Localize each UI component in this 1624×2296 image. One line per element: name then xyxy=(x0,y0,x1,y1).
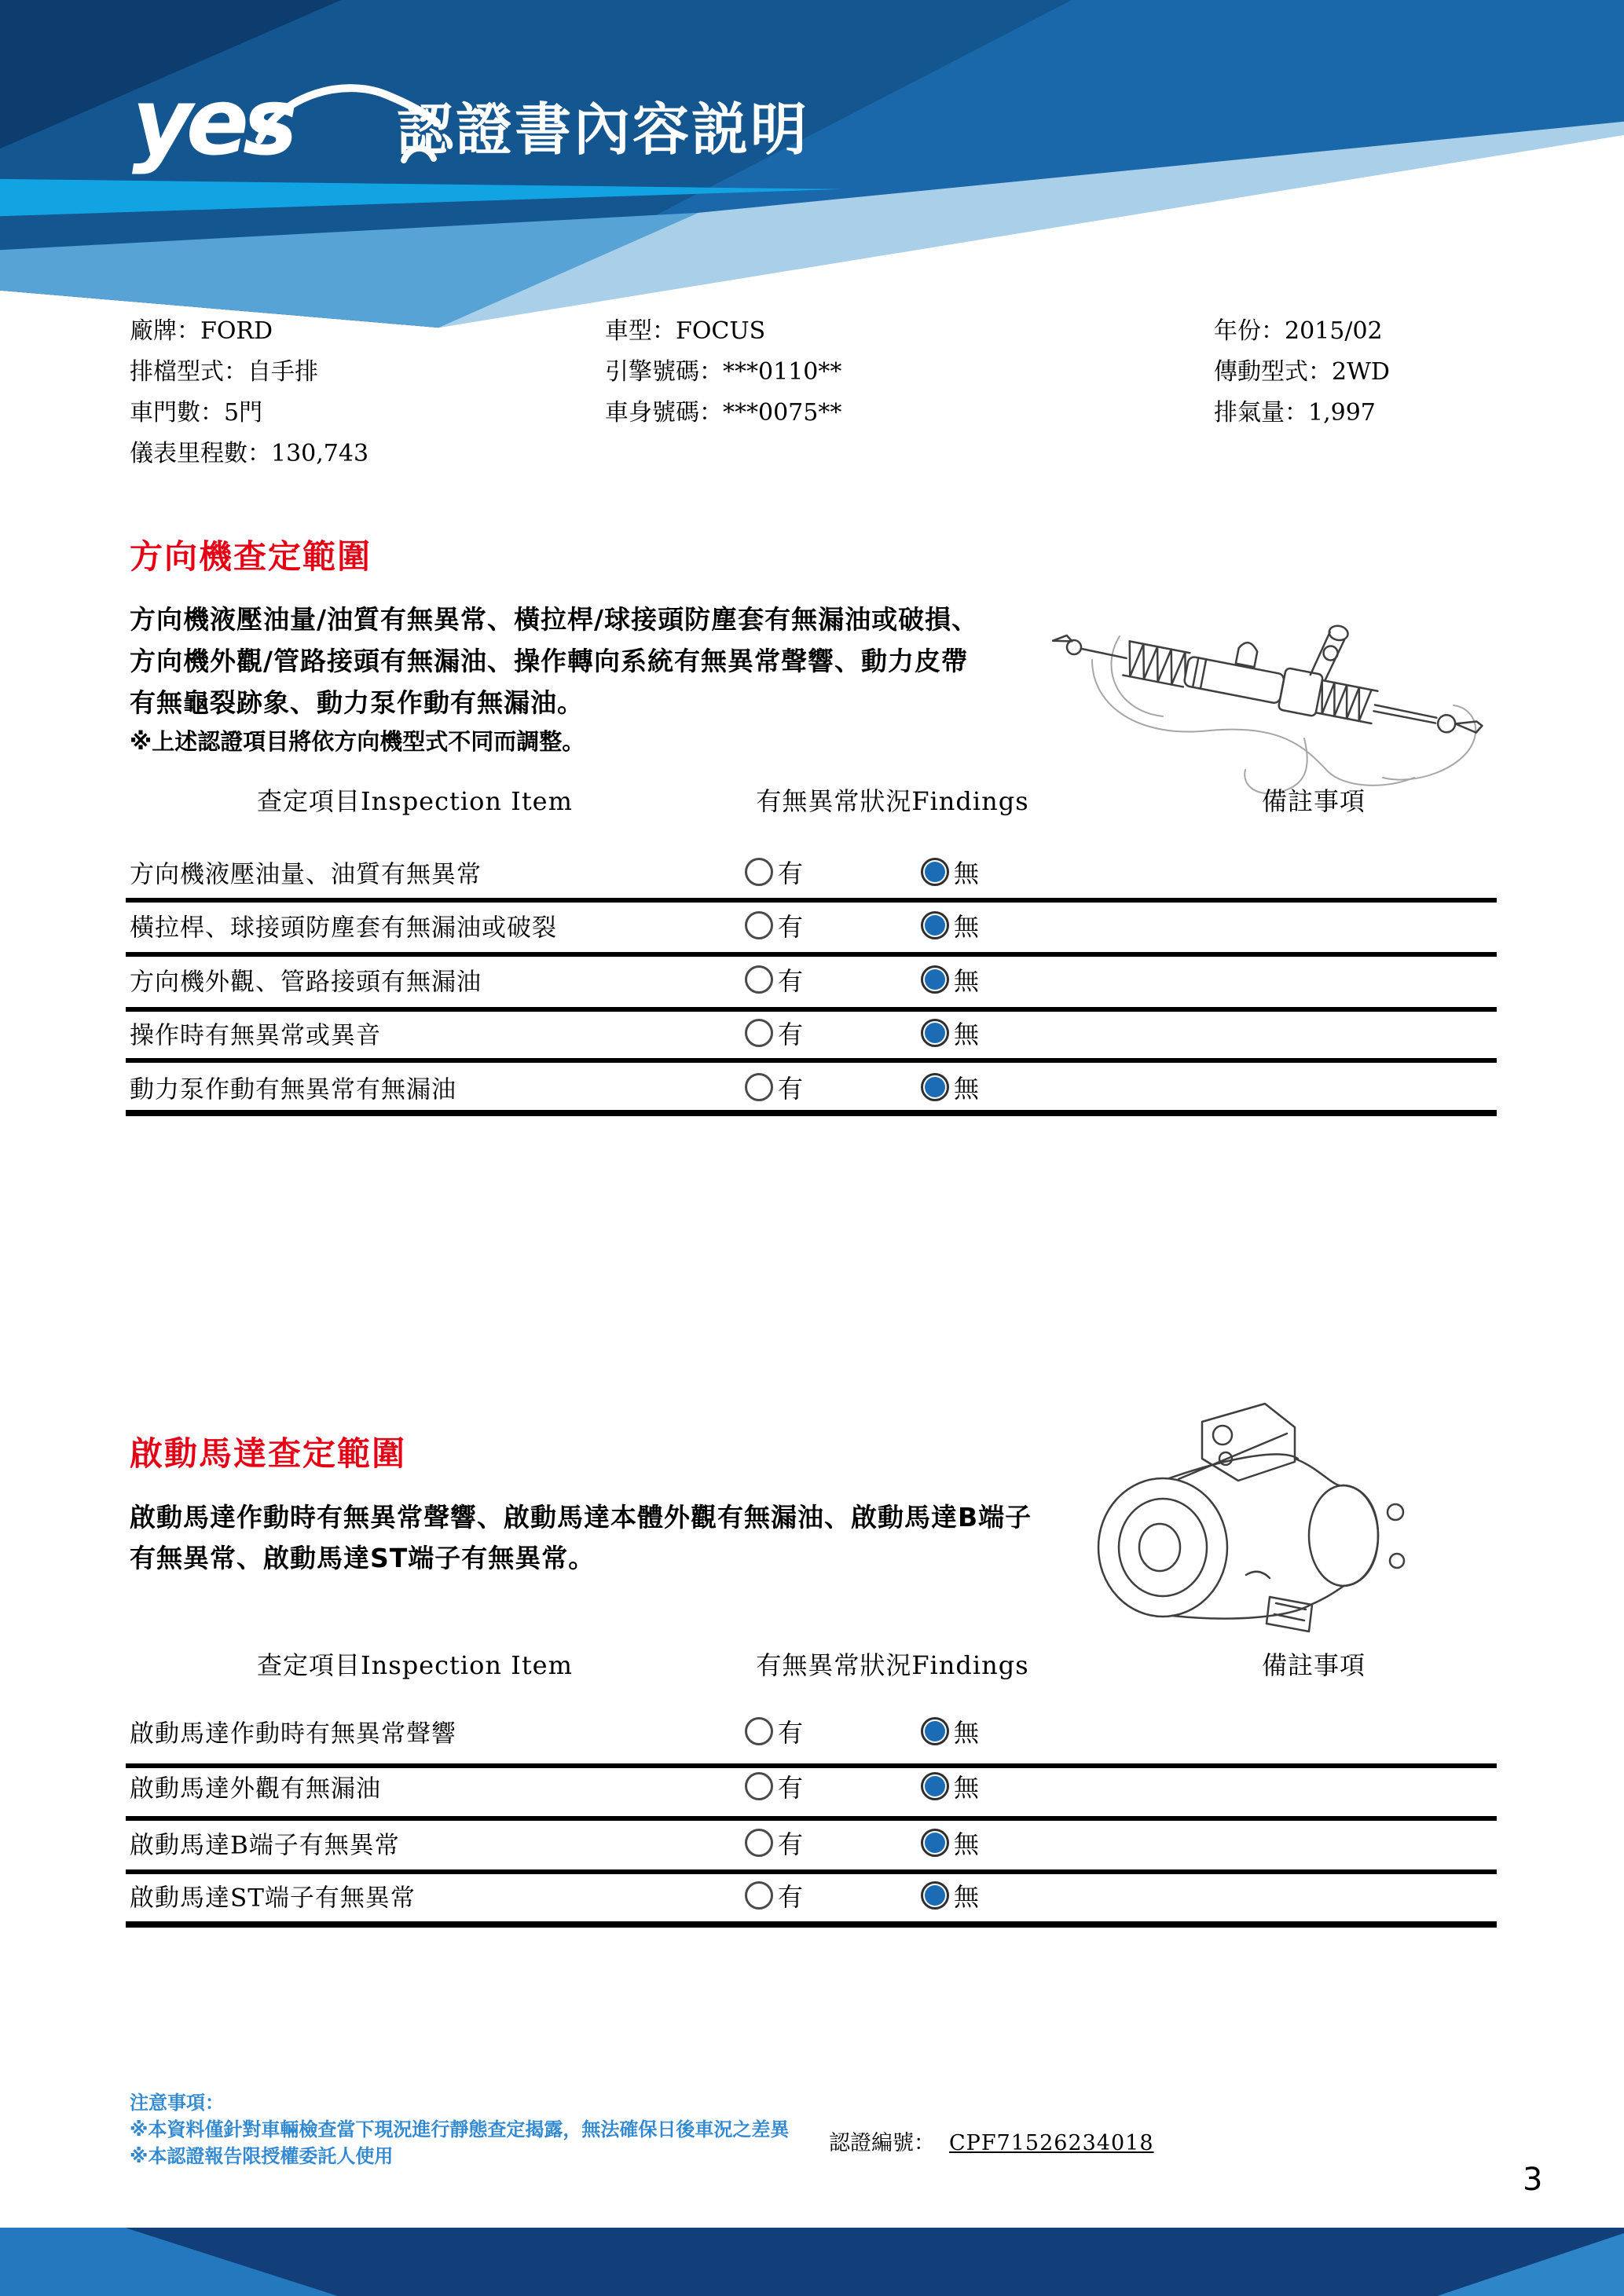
radio-has[interactable] xyxy=(745,911,773,939)
inspection-item: 啟動馬達作動時有無異常聲響 xyxy=(130,1719,456,1749)
vehicle-info-col1 xyxy=(130,311,368,474)
radio-none[interactable] xyxy=(921,1772,949,1800)
radio-none[interactable] xyxy=(921,1829,949,1857)
radio-has[interactable] xyxy=(745,1829,773,1857)
radio-has-label: 有 xyxy=(778,1020,804,1049)
row-divider xyxy=(126,1007,1497,1012)
vehicle-info-col2 xyxy=(605,311,841,434)
page-title: 認證書內容説明 xyxy=(397,97,810,163)
notice-line: ※本認證報告限授權委託人使用 xyxy=(130,2145,394,2167)
radio-has-label: 有 xyxy=(778,1882,804,1912)
radio-none[interactable] xyxy=(921,965,949,994)
vehicle-body-no: 車身號碼：***0075** xyxy=(605,399,842,427)
table-bottom-border xyxy=(126,1921,1497,1928)
radio-none-label: 無 xyxy=(954,966,980,996)
table-row xyxy=(126,855,1497,889)
column-header-remarks: 備註事項 xyxy=(1261,1650,1366,1680)
section-desc-line: 啟動馬達作動時有無異常聲響、啟動馬達本體外觀有無漏油、啟動馬達B端子 xyxy=(130,1502,1032,1532)
row-divider xyxy=(126,898,1497,903)
section-note: ※上述認證項目將依方向機型式不同而調整。 xyxy=(130,728,585,755)
radio-none-label: 無 xyxy=(954,1020,980,1049)
certificate-number-label: 認證編號： xyxy=(829,2131,935,2155)
inspection-item: 啟動馬達外觀有無漏油 xyxy=(130,1774,381,1803)
footer-shape-left xyxy=(0,2228,1624,2296)
radio-has-label: 有 xyxy=(778,1074,804,1104)
table-row xyxy=(126,1769,1497,1803)
table-row xyxy=(126,1714,1497,1749)
inspection-table-steering xyxy=(126,774,1497,1127)
row-divider xyxy=(126,952,1497,957)
radio-none[interactable] xyxy=(921,1717,949,1745)
table-row xyxy=(126,908,1497,943)
starter-motor-illustration xyxy=(1084,1386,1422,1646)
radio-has-label: 有 xyxy=(778,1773,804,1803)
row-divider xyxy=(126,1816,1497,1821)
radio-has-label: 有 xyxy=(778,912,804,942)
radio-has[interactable] xyxy=(745,1073,773,1101)
radio-has-label: 有 xyxy=(778,1829,804,1859)
radio-none[interactable] xyxy=(921,858,949,886)
inspection-item: 方向機液壓油量、油質有無異常 xyxy=(130,860,482,889)
radio-has[interactable] xyxy=(745,1717,773,1745)
inspection-item: 橫拉桿、球接頭防塵套有無漏油或破裂 xyxy=(130,914,557,943)
notice-line: ※本資料僅針對車輛檢查當下現況進行靜態查定揭露，無法確保日後車況之差異 xyxy=(130,2118,790,2140)
table-row xyxy=(126,1016,1497,1050)
column-header-remarks: 備註事項 xyxy=(1261,786,1366,816)
inspection-item: 動力泵作動有無異常有無漏油 xyxy=(130,1075,456,1104)
radio-none-label: 無 xyxy=(954,1773,980,1803)
radio-none-label: 無 xyxy=(954,1829,980,1859)
certificate-number-value: CPF71526234018 xyxy=(949,2131,1154,2155)
row-divider xyxy=(126,1763,1497,1768)
radio-has-label: 有 xyxy=(778,966,804,996)
radio-none-label: 無 xyxy=(954,859,980,888)
footer-banner xyxy=(0,2228,1624,2296)
table-row xyxy=(126,1825,1497,1860)
vehicle-brand: 廠牌：FORD xyxy=(130,317,273,345)
radio-none[interactable] xyxy=(921,1881,949,1910)
column-header-findings: 有無異常狀況Findings xyxy=(756,786,1029,816)
vehicle-mileage: 儀表里程數：130,743 xyxy=(130,440,369,467)
vehicle-engine-no: 引擎號碼：***0110** xyxy=(605,358,842,386)
inspection-table-starter xyxy=(126,1638,1497,1936)
radio-has[interactable] xyxy=(745,1772,773,1800)
radio-none-label: 無 xyxy=(954,1882,980,1912)
radio-none[interactable] xyxy=(921,1019,949,1047)
radio-none-label: 無 xyxy=(954,912,980,942)
vehicle-info-col3 xyxy=(1214,311,1390,434)
yes-logo: yes xyxy=(132,68,292,176)
radio-none-label: 無 xyxy=(954,1074,980,1104)
table-row xyxy=(126,962,1497,997)
radio-none[interactable] xyxy=(921,911,949,939)
radio-none[interactable] xyxy=(921,1073,949,1101)
certificate-number-line xyxy=(829,2126,1168,2156)
radio-none-label: 無 xyxy=(954,1718,980,1748)
radio-has-label: 有 xyxy=(778,1718,804,1748)
vehicle-gearbox: 排檔型式：自手排 xyxy=(130,358,318,386)
section-title-steering: 方向機查定範圍 xyxy=(130,537,372,576)
radio-has[interactable] xyxy=(745,965,773,994)
inspection-item: 啟動馬達B端子有無異常 xyxy=(130,1831,400,1860)
radio-has[interactable] xyxy=(745,1881,773,1910)
vehicle-model: 車型：FOCUS xyxy=(605,317,766,345)
section-desc-line: 有無龜裂跡象、動力泵作動有無漏油。 xyxy=(130,687,584,718)
column-header-item: 查定項目Inspection Item xyxy=(257,1650,573,1680)
section-title-starter: 啟動馬達查定範圍 xyxy=(130,1434,407,1473)
section-desc-line: 方向機外觀/管路接頭有無漏油、操作轉向系統有無異常聲響、動力皮帶 xyxy=(130,646,969,676)
header-banner xyxy=(0,0,1624,338)
vehicle-displacement: 排氣量：1,997 xyxy=(1214,399,1376,427)
vehicle-drivetrain: 傳動型式：2WD xyxy=(1214,358,1390,386)
vehicle-year: 年份：2015/02 xyxy=(1214,317,1383,345)
notice-title: 注意事項： xyxy=(130,2092,224,2114)
vehicle-doors: 車門數：5門 xyxy=(130,399,263,427)
radio-has[interactable] xyxy=(745,1019,773,1047)
section-desc-line: 方向機液壓油量/油質有無異常、橫拉桿/球接頭防塵套有無漏油或破損、 xyxy=(130,604,979,635)
steering-rack-illustration xyxy=(1045,542,1532,801)
table-bottom-border xyxy=(126,1110,1497,1116)
row-divider xyxy=(126,1869,1497,1874)
radio-has[interactable] xyxy=(745,858,773,886)
column-header-findings: 有無異常狀況Findings xyxy=(756,1650,1029,1680)
inspection-item: 啟動馬達ST端子有無異常 xyxy=(130,1884,416,1913)
section-desc-line: 有無異常、啟動馬達ST端子有無異常。 xyxy=(130,1543,596,1573)
inspection-item: 操作時有無異常或異音 xyxy=(130,1021,381,1050)
notice-block xyxy=(130,2089,789,2170)
radio-has-label: 有 xyxy=(778,859,804,888)
column-header-item: 查定項目Inspection Item xyxy=(257,786,573,816)
page-number: 3 xyxy=(1523,2162,1543,2198)
table-row xyxy=(126,1878,1497,1913)
inspection-item: 方向機外觀、管路接頭有無漏油 xyxy=(130,968,482,997)
row-divider xyxy=(126,1058,1497,1063)
table-row xyxy=(126,1070,1497,1104)
